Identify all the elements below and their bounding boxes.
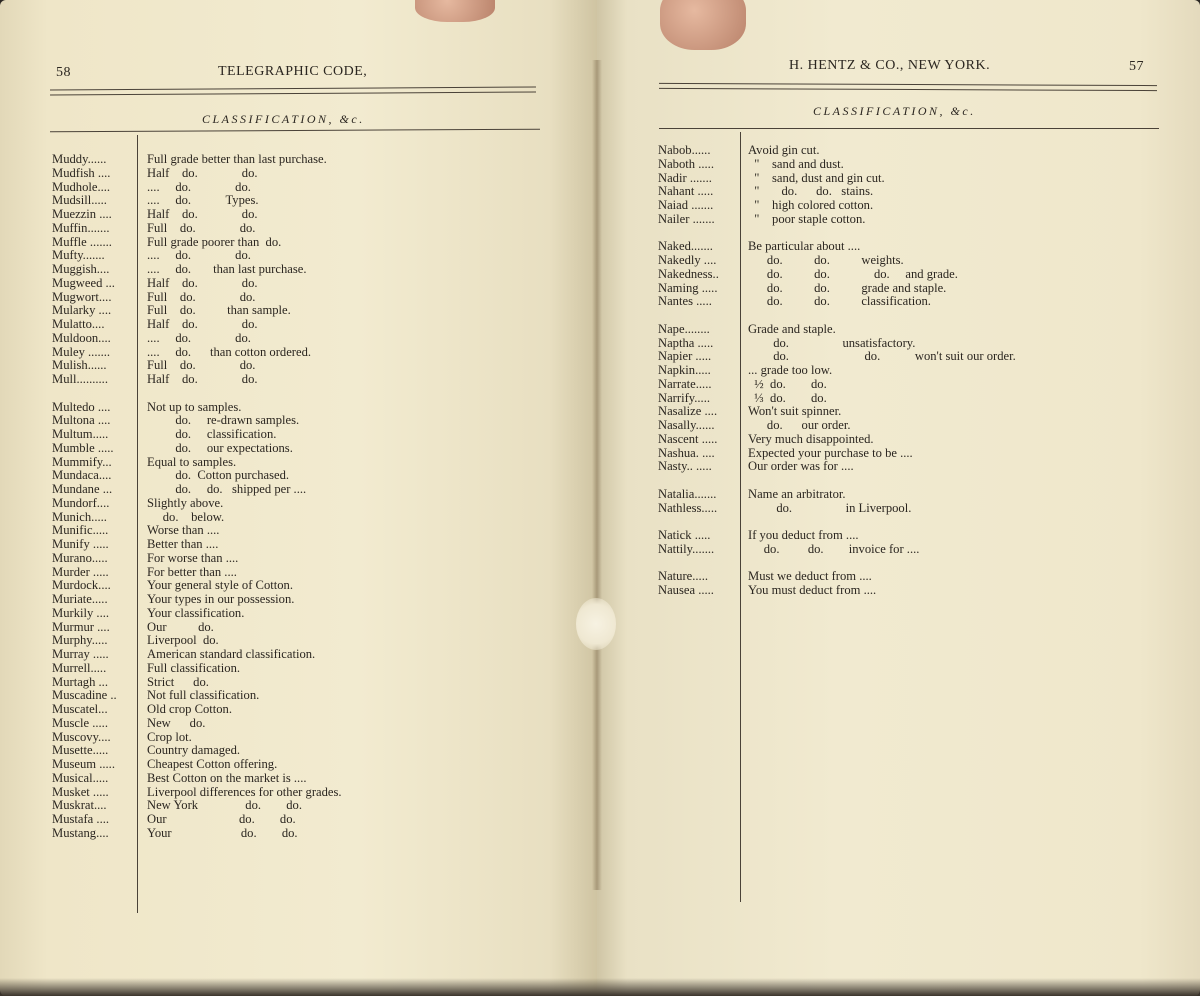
running-head-right: H. HENTZ & CO., NEW YORK. — [789, 58, 991, 73]
code-word: Munich..... — [52, 509, 107, 524]
code-word: Nailer ....... — [658, 211, 715, 226]
code-meaning: .... do. than cotton ordered. — [147, 344, 312, 359]
code-meaning: Liverpool do. — [147, 633, 219, 648]
code-word: Murrell..... — [52, 660, 107, 675]
code-meaning: .... do. do. — [147, 248, 251, 263]
code-word: Narrate..... — [658, 376, 712, 391]
code-word: Narrify..... — [658, 390, 710, 405]
code-word: Nattily....... — [658, 541, 715, 556]
code-word: Mundaca.... — [52, 468, 112, 483]
code-meaning: do. do. weights. — [748, 253, 904, 267]
section-title-left: CLASSIFICATION, &c. — [202, 112, 365, 126]
code-word: Mull.......... — [52, 372, 108, 386]
code-word: Mundane ... — [52, 482, 113, 496]
code-meaning: Full grade poorer than do. — [147, 234, 282, 249]
code-word: Nadir ....... — [658, 170, 712, 185]
code-meaning: do. do. do. and grade. — [748, 266, 958, 281]
code-meaning: Be particular about .... — [748, 239, 861, 254]
code-word: Muggish.... — [52, 262, 110, 276]
code-word: Natalia....... — [658, 486, 717, 501]
code-meaning: do. our expectations. — [147, 440, 293, 455]
code-word: Naptha ..... — [658, 335, 714, 350]
code-word: Multum..... — [52, 427, 109, 441]
code-word: Multedo .... — [52, 399, 111, 414]
table-edge — [0, 978, 1200, 996]
code-word: Nakedly .... — [658, 253, 717, 267]
code-word: Muffin....... — [52, 220, 110, 235]
code-word: Mufty....... — [52, 248, 105, 263]
code-word: Mundorf.... — [52, 495, 110, 510]
code-word: Muscle ..... — [52, 715, 108, 730]
code-meaning: Very much disappointed. — [748, 431, 874, 446]
code-word: Nausea ..... — [658, 583, 714, 597]
code-word: Musette..... — [52, 743, 109, 758]
code-word: Mudfish .... — [52, 165, 111, 180]
code-meaning: do. do. classification. — [748, 294, 931, 309]
code-word: Mugwort.... — [52, 289, 112, 304]
code-meaning: " do. do. stains. — [748, 184, 874, 199]
code-meaning: do. do. won't suit our order. — [748, 349, 1016, 364]
code-word: Napkin..... — [658, 363, 711, 377]
running-head-left: TELEGRAPHIC CODE, — [218, 64, 368, 79]
code-meaning: Crop lot. — [147, 729, 192, 744]
code-word: Naked....... — [658, 239, 713, 254]
code-word: Nasally...... — [658, 418, 715, 432]
code-word: Nakedness.. — [658, 266, 719, 281]
code-meaning: Half do. do. — [147, 372, 258, 386]
code-meaning: For better than .... — [147, 564, 237, 579]
code-meaning: Your types in our possession. — [147, 592, 295, 606]
code-word: Musical..... — [52, 770, 109, 785]
code-word: Murtagh ... — [52, 674, 108, 689]
code-word: Muley ....... — [52, 344, 111, 359]
code-meaning: do. in Liverpool. — [748, 500, 912, 515]
code-meaning: Your general style of Cotton. — [147, 578, 293, 593]
code-meaning: New York do. do. — [147, 798, 302, 813]
code-meaning: Not up to samples. — [147, 399, 242, 414]
page-number-right: 57 — [1129, 59, 1144, 74]
code-meaning: ⅓ do. do. — [748, 390, 827, 405]
code-meaning: do. Cotton purchased. — [147, 468, 290, 483]
code-word: Mularky .... — [52, 303, 112, 318]
code-meaning: .... do. Types. — [147, 193, 259, 208]
code-word: Nathless..... — [658, 500, 718, 515]
code-meaning: Half do. do. — [147, 165, 258, 180]
code-meaning: do. do. invoice for .... — [748, 541, 920, 556]
code-meaning: .... do. than last purchase. — [147, 262, 307, 276]
right-thumb — [660, 0, 746, 50]
code-meaning: You must deduct from .... — [748, 583, 877, 597]
code-meaning: Half do. do. — [147, 317, 258, 331]
code-word: Nature..... — [658, 569, 709, 584]
code-word: Museum ..... — [52, 757, 115, 771]
code-meaning: If you deduct from .... — [748, 528, 859, 542]
code-meaning: Half do. do. — [147, 207, 258, 221]
code-word: Nantes ..... — [658, 294, 712, 309]
code-meaning: " sand and dust. — [748, 156, 844, 171]
code-meaning: Best Cotton on the market is .... — [147, 770, 307, 785]
code-meaning: do. do. grade and staple. — [748, 280, 947, 295]
code-word: Munific..... — [52, 523, 109, 538]
code-meaning: Name an arbitrator. — [748, 486, 846, 501]
section-rule-right — [659, 128, 1159, 129]
code-meaning: Full do. do. — [147, 220, 256, 235]
code-meaning: Won't suit spinner. — [748, 404, 842, 419]
code-meaning: Full do. do. — [147, 358, 256, 373]
code-meaning: Expected your purchase to be .... — [748, 445, 913, 460]
code-meaning: Our order was for .... — [748, 459, 854, 474]
code-meaning: Slightly above. — [147, 495, 224, 510]
column-divider-left — [137, 135, 138, 913]
page-number-left: 58 — [56, 65, 71, 80]
code-meaning: .... do. do. — [147, 330, 251, 345]
code-meaning: New do. — [147, 715, 206, 730]
code-word: Murkily .... — [52, 605, 110, 620]
code-word: Mummify... — [52, 454, 112, 469]
code-meaning: Grade and staple. — [748, 321, 836, 336]
code-meaning: Cheapest Cotton offering. — [147, 757, 278, 771]
code-meaning: Equal to samples. — [147, 454, 237, 469]
code-meaning: American standard classification. — [147, 647, 316, 661]
code-meaning: Full do. than sample. — [147, 303, 291, 318]
code-word: Murder ..... — [52, 564, 109, 579]
code-word: Nahant ..... — [658, 184, 714, 199]
code-word: Musket ..... — [52, 784, 109, 799]
code-word: Muriate..... — [52, 592, 108, 606]
code-meaning: Country damaged. — [147, 743, 241, 758]
code-meaning: Better than .... — [147, 537, 219, 551]
left-page — [0, 0, 597, 996]
code-word: Muskrat.... — [52, 798, 107, 813]
double-rule-left — [50, 87, 536, 96]
code-word: Mudsill..... — [52, 193, 107, 208]
code-word: Murphy..... — [52, 633, 108, 648]
section-rule-left — [50, 129, 540, 133]
code-word: Naboth ..... — [658, 156, 714, 171]
code-word: Muezzin .... — [52, 207, 112, 221]
code-word: Nashua. .... — [658, 445, 715, 460]
code-word: Nasalize .... — [658, 404, 718, 419]
code-meaning: " high colored cotton. — [748, 198, 874, 212]
code-word: Multona .... — [52, 413, 111, 428]
code-word: Muffle ....... — [52, 234, 112, 249]
code-word: Mudhole.... — [52, 179, 111, 194]
code-meaning: Worse than .... — [147, 523, 220, 538]
code-meaning: Full do. do. — [147, 289, 256, 304]
code-word: Mulatto.... — [52, 317, 105, 331]
code-meaning: do. do. shipped per .... — [147, 482, 307, 496]
code-meaning: Liverpool differences for other grades. — [147, 784, 342, 799]
code-word: Mulish...... — [52, 358, 107, 373]
code-meaning: do. unsatisfactory. — [748, 335, 916, 350]
code-meaning: .... do. do. — [147, 179, 251, 194]
code-meaning: Not full classification. — [147, 688, 260, 703]
code-word: Murdock.... — [52, 578, 111, 593]
code-word: Munify ..... — [52, 537, 109, 551]
code-meaning: ½ do. do. — [748, 376, 827, 391]
code-meaning: Strict do. — [147, 674, 209, 689]
code-meaning: do. classification. — [147, 427, 277, 441]
code-meaning: Full classification. — [147, 660, 241, 675]
page-tear — [576, 598, 616, 650]
code-meaning: Full grade better than last purchase. — [147, 152, 327, 166]
double-rule-right — [659, 83, 1157, 91]
code-word: Mustafa .... — [52, 812, 110, 826]
code-word: Nasty.. ..... — [658, 459, 712, 474]
code-word: Mustang.... — [52, 825, 109, 840]
left-thumb — [415, 0, 495, 22]
code-word: Mumble ..... — [52, 440, 114, 455]
code-meaning: Your classification. — [147, 605, 245, 620]
code-meaning: Avoid gin cut. — [748, 143, 820, 157]
book-gutter — [592, 60, 602, 890]
code-meaning: Our do. do. — [147, 812, 296, 826]
code-meaning: do. our order. — [748, 418, 851, 432]
code-meaning: Old crop Cotton. — [147, 702, 233, 716]
code-meaning: " poor staple cotton. — [748, 211, 866, 226]
code-word: Murano..... — [52, 550, 108, 565]
column-divider-right — [740, 132, 741, 902]
code-meaning: Your do. do. — [147, 825, 298, 840]
code-word: Murmur .... — [52, 619, 110, 634]
code-word: Napier ..... — [658, 349, 712, 364]
code-word: Muldoon.... — [52, 330, 111, 345]
section-title-right: CLASSIFICATION, &c. — [813, 104, 976, 118]
right-page — [597, 0, 1200, 996]
code-meaning: For worse than .... — [147, 550, 239, 565]
code-meaning: do. re-drawn samples. — [147, 413, 300, 428]
code-meaning: do. below. — [147, 509, 225, 524]
code-word: Muscadine .. — [52, 688, 117, 703]
code-word: Natick ..... — [658, 528, 711, 542]
code-word: Muscatel... — [52, 702, 108, 716]
code-meaning: Must we deduct from .... — [748, 569, 872, 584]
code-word: Naiad ....... — [658, 198, 714, 212]
code-meaning: ... grade too low. — [748, 363, 833, 377]
code-word: Muscovy.... — [52, 729, 111, 744]
code-meaning: Half do. do. — [147, 275, 258, 290]
code-word: Nabob...... — [658, 143, 711, 157]
code-word: Mugweed ... — [52, 275, 115, 290]
code-word: Nape........ — [658, 321, 710, 336]
code-word: Naming ..... — [658, 280, 718, 295]
code-word: Muddy...... — [52, 152, 107, 166]
code-meaning: Our do. — [147, 619, 214, 634]
code-word: Nascent ..... — [658, 431, 718, 446]
code-word: Murray ..... — [52, 647, 109, 661]
code-meaning: " sand, dust and gin cut. — [748, 170, 885, 185]
